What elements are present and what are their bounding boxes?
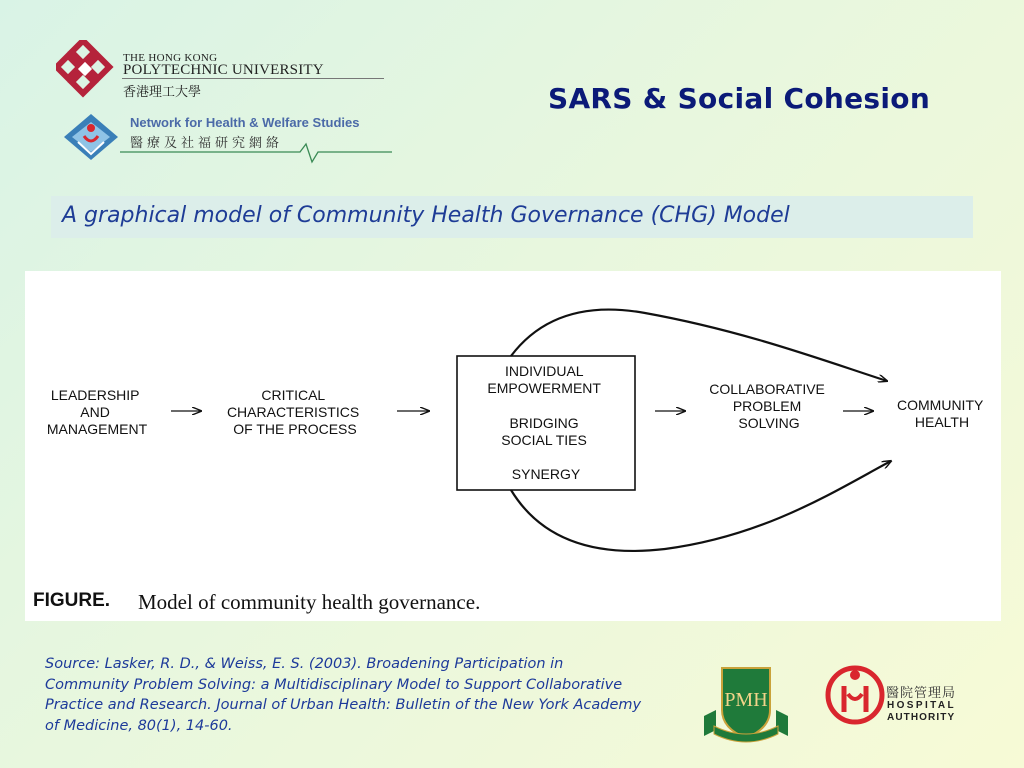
hospital-authority-name-line1: HOSPITAL (887, 700, 957, 711)
subtitle-text: A graphical model of Community Health Governance (CHG) Model (62, 203, 790, 228)
figure-caption-text: Model of community health governance. (138, 590, 481, 614)
pmh-monogram: PMH (724, 689, 768, 711)
node-leadership-line2: AND (80, 404, 110, 420)
chg-model-diagram (25, 271, 1001, 621)
network-pulse-line-icon (120, 140, 392, 170)
box-line-social-ties: SOCIAL TIES (501, 432, 587, 448)
node-community-line1: COMMUNITY (897, 397, 984, 413)
node-collaborative-line2: PROBLEM (732, 398, 802, 414)
network-logo-icon (62, 112, 120, 162)
pmh-hospital-logo-icon (700, 664, 792, 746)
polyu-logo-icon (56, 40, 122, 106)
network-chinese-name: 醫療及社福研究網絡 (130, 136, 284, 151)
node-leadership (47, 387, 148, 437)
slide-title: SARS & Social Cohesion (548, 82, 931, 115)
node-critical-line2: CHARACTERISTICS (226, 404, 360, 420)
hospital-authority-name-line2: AUTHORITY (887, 712, 956, 723)
box-line-individual: INDIVIDUAL (505, 363, 584, 379)
node-critical-line1: CRITICAL (261, 387, 325, 403)
university-name-line2: POLYTECHNIC UNIVERSITY (123, 62, 324, 78)
node-community-health (897, 397, 987, 430)
node-leadership-line3: MANAGEMENT (46, 421, 148, 437)
university-chinese-name: 香港理工大學 (123, 85, 202, 100)
university-divider (122, 78, 384, 79)
node-critical-line3: OF THE PROCESS (233, 421, 357, 437)
node-collaborative-line1: COLLABORATIVE (709, 381, 825, 397)
university-name-line1: THE HONG KONG (123, 52, 218, 64)
box-line-synergy: SYNERGY (511, 466, 581, 482)
node-leadership-line1: LEADERSHIP (50, 387, 140, 403)
node-collaborative (709, 381, 829, 431)
network-english-name: Network for Health & Welfare Studies (130, 115, 360, 130)
node-community-line2: HEALTH (914, 414, 970, 430)
box-line-bridging: BRIDGING (509, 415, 579, 431)
source-citation: Source: Lasker, R. D., & Weiss, E. S. (2003). Broadening Participation in Community Problem Solving: a Multidisciplinary Model to Support Collaborative Practice and Research. Journal of Urban Health: Bulletin of the New York Academy of Medicine, 80(1), 14-60. (45, 656, 642, 734)
figure-panel (25, 271, 1001, 621)
hospital-authority-chinese-name: 醫院管理局 (886, 686, 957, 701)
box-line-empowerment: EMPOWERMENT (487, 380, 601, 396)
figure-caption-label: FIGURE. (33, 590, 111, 611)
hospital-authority-logo-icon (824, 664, 886, 726)
node-collaborative-line3: SOLVING (738, 415, 800, 431)
node-critical (227, 387, 363, 437)
